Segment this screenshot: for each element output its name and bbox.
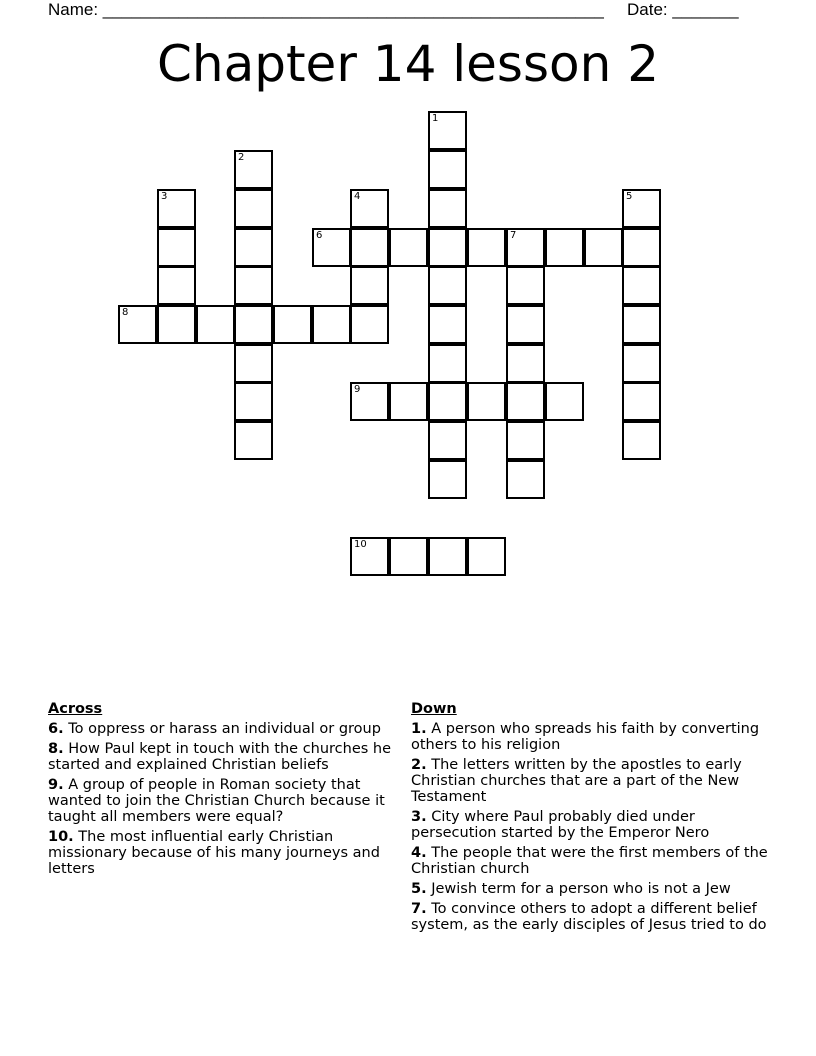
across-clue (48, 777, 393, 825)
down-heading: Down (411, 701, 457, 717)
crossword-cell[interactable] (234, 150, 273, 189)
clue-text: To oppress or harass an individual or group (63, 721, 381, 737)
crossword-cell[interactable] (428, 266, 467, 305)
crossword-cell[interactable] (157, 266, 196, 305)
clue-number: 10. (48, 829, 74, 845)
down-clue (411, 809, 771, 841)
down-clue (411, 901, 771, 933)
down-clue-list (411, 721, 771, 933)
clue-text: The people that were the first members of the Christian church (411, 845, 768, 877)
clue-number: 7. (411, 901, 427, 917)
cell-number: 10 (354, 539, 367, 550)
crossword-cell[interactable] (506, 421, 545, 460)
clue-text: A person who spreads his faith by converting others to his religion (411, 721, 760, 753)
crossword-cell[interactable] (350, 189, 389, 228)
crossword-cell[interactable] (428, 150, 467, 189)
crossword-cell[interactable] (622, 421, 661, 460)
crossword-cell[interactable] (545, 228, 584, 267)
clue-number: 5. (411, 881, 427, 897)
down-clues (411, 701, 771, 937)
crossword-cell[interactable] (312, 228, 351, 267)
down-clue (411, 721, 771, 753)
cell-number: 7 (510, 230, 517, 241)
crossword-cell[interactable] (545, 382, 584, 421)
clue-number: 1. (411, 721, 427, 737)
crossword-cell[interactable] (157, 305, 196, 344)
crossword-cell[interactable] (350, 382, 389, 421)
crossword-cell[interactable] (428, 421, 467, 460)
clue-text: The most influential early Christian missionary because of his many journeys and letters (48, 829, 380, 877)
down-clue (411, 845, 771, 877)
cell-number: 1 (432, 113, 439, 124)
crossword-cell[interactable] (389, 382, 428, 421)
crossword-cell[interactable] (428, 382, 467, 421)
crossword-cell[interactable] (428, 344, 467, 383)
crossword-cell[interactable] (428, 460, 467, 499)
crossword-cell[interactable] (234, 228, 273, 267)
clue-text: The letters written by the apostles to early Christian churches that are a part of the New Testament (411, 757, 742, 805)
clue-number: 3. (411, 809, 427, 825)
crossword-cell[interactable] (506, 344, 545, 383)
crossword-cell[interactable] (428, 537, 467, 576)
clue-text: How Paul kept in touch with the churches he started and explained Christian beliefs (48, 741, 392, 773)
crossword-cell[interactable] (350, 228, 389, 267)
crossword-cell[interactable] (350, 537, 389, 576)
crossword-cell[interactable] (428, 189, 467, 228)
down-clue (411, 881, 771, 897)
crossword-cell[interactable] (234, 189, 273, 228)
clue-text: To convince others to adopt a different belief system, as the early disciples of Jesus tried to do (411, 901, 767, 933)
crossword-cell[interactable] (234, 382, 273, 421)
cell-number: 4 (354, 191, 361, 202)
crossword-cell[interactable] (622, 305, 661, 344)
cell-number: 6 (316, 230, 323, 241)
clue-number: 8. (48, 741, 64, 757)
crossword-cell[interactable] (234, 421, 273, 460)
crossword-cell[interactable] (622, 382, 661, 421)
down-clue (411, 757, 771, 805)
crossword-cell[interactable] (273, 305, 312, 344)
crossword-cell[interactable] (234, 344, 273, 383)
crossword-cell[interactable] (622, 266, 661, 305)
cell-number: 3 (161, 191, 168, 202)
cell-number: 2 (238, 152, 245, 163)
crossword-cell[interactable] (350, 305, 389, 344)
crossword-cell[interactable] (196, 305, 235, 344)
crossword-cell[interactable] (506, 266, 545, 305)
date-field-label: Date: _______ (627, 0, 739, 19)
across-clue (48, 721, 393, 737)
crossword-cell[interactable] (467, 382, 506, 421)
crossword-cell[interactable] (428, 305, 467, 344)
crossword-cell[interactable] (506, 305, 545, 344)
across-clue (48, 829, 393, 877)
across-heading: Across (48, 701, 103, 717)
name-field-label: Name: _____________________________________________________ (48, 0, 604, 19)
crossword-cell[interactable] (428, 111, 467, 150)
across-clues (48, 701, 393, 881)
crossword-cell[interactable] (157, 228, 196, 267)
clue-number: 9. (48, 777, 64, 793)
clue-text: City where Paul probably died under persecution started by the Emperor Nero (411, 809, 710, 841)
across-clue-list (48, 721, 393, 877)
cell-number: 8 (122, 307, 129, 318)
crossword-cell[interactable] (389, 537, 428, 576)
cell-number: 9 (354, 384, 361, 395)
crossword-cell[interactable] (584, 228, 623, 267)
crossword-cell[interactable] (428, 228, 467, 267)
crossword-cell[interactable] (506, 460, 545, 499)
crossword-cell[interactable] (622, 189, 661, 228)
clue-number: 4. (411, 845, 427, 861)
crossword-cell[interactable] (622, 344, 661, 383)
crossword-cell[interactable] (350, 266, 389, 305)
crossword-cell[interactable] (312, 305, 351, 344)
clue-text: A group of people in Roman society that wanted to join the Christian Church because it taught all members were equal? (48, 777, 385, 825)
crossword-cell[interactable] (234, 305, 273, 344)
crossword-cell[interactable] (157, 189, 196, 228)
crossword-cell[interactable] (234, 266, 273, 305)
crossword-cell[interactable] (467, 228, 506, 267)
crossword-cell[interactable] (118, 305, 157, 344)
clue-number: 2. (411, 757, 427, 773)
crossword-cell[interactable] (622, 228, 661, 267)
crossword-cell[interactable] (389, 228, 428, 267)
crossword-cell[interactable] (506, 228, 545, 267)
crossword-cell[interactable] (467, 537, 506, 576)
clue-text: Jewish term for a person who is not a Jew (426, 881, 731, 897)
crossword-cell[interactable] (506, 382, 545, 421)
across-clue (48, 741, 393, 773)
page-title: Chapter 14 lesson 2 (156, 35, 660, 93)
cell-number: 5 (626, 191, 633, 202)
clue-number: 6. (48, 721, 64, 737)
